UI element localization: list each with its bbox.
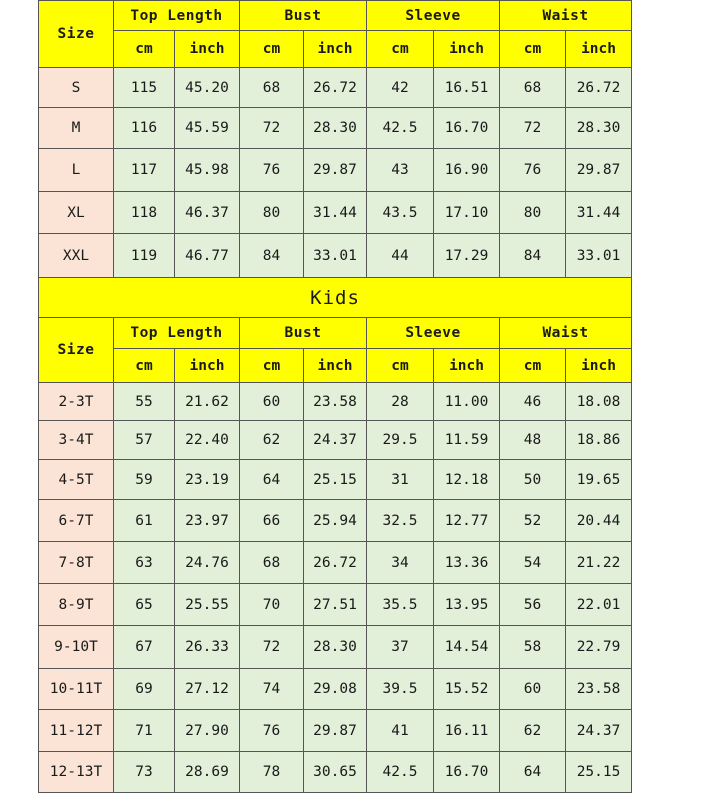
value-cell: 29.5 — [367, 421, 434, 460]
size-label: 10-11T — [39, 669, 114, 710]
value-cell: 29.87 — [566, 149, 632, 192]
value-cell: 72 — [500, 108, 566, 149]
value-cell: 27.51 — [304, 584, 367, 626]
value-cell: 28.30 — [304, 626, 367, 669]
value-cell: 117 — [114, 149, 175, 192]
value-cell: 84 — [500, 234, 566, 278]
value-cell: 56 — [500, 584, 566, 626]
size-label: 2-3T — [39, 383, 114, 421]
value-cell: 22.79 — [566, 626, 632, 669]
value-cell: 37 — [367, 626, 434, 669]
value-cell: 52 — [500, 500, 566, 542]
value-cell: 24.76 — [175, 542, 240, 584]
value-cell: 26.72 — [566, 68, 632, 108]
table-row — [39, 149, 632, 192]
value-cell: 76 — [240, 710, 304, 752]
value-cell: 80 — [240, 192, 304, 234]
sleeve-header: Sleeve — [367, 1, 500, 31]
value-cell: 116 — [114, 108, 175, 149]
size-label: XXL — [39, 234, 114, 278]
value-cell: 64 — [240, 460, 304, 500]
table-row — [39, 669, 632, 710]
value-cell: 22.40 — [175, 421, 240, 460]
value-cell: 26.33 — [175, 626, 240, 669]
table-row — [39, 542, 632, 584]
value-cell: 25.55 — [175, 584, 240, 626]
value-cell: 73 — [114, 752, 175, 793]
value-cell: 21.62 — [175, 383, 240, 421]
value-cell: 84 — [240, 234, 304, 278]
value-cell: 42 — [367, 68, 434, 108]
value-cell: 71 — [114, 710, 175, 752]
unit-header: cm — [367, 31, 434, 68]
value-cell: 76 — [240, 149, 304, 192]
value-cell: 42.5 — [367, 752, 434, 793]
value-cell: 12.18 — [434, 460, 500, 500]
unit-header: inch — [175, 349, 240, 383]
size-chart-table — [38, 0, 632, 793]
value-cell: 64 — [500, 752, 566, 793]
value-cell: 17.29 — [434, 234, 500, 278]
value-cell: 18.08 — [566, 383, 632, 421]
size-label: XL — [39, 192, 114, 234]
table-row — [39, 626, 632, 669]
value-cell: 62 — [500, 710, 566, 752]
unit-header: cm — [240, 31, 304, 68]
size-label: S — [39, 68, 114, 108]
size-header: Size — [39, 318, 114, 383]
value-cell: 70 — [240, 584, 304, 626]
value-cell: 25.94 — [304, 500, 367, 542]
size-label: 3-4T — [39, 421, 114, 460]
value-cell: 33.01 — [304, 234, 367, 278]
value-cell: 24.37 — [304, 421, 367, 460]
unit-header: cm — [500, 31, 566, 68]
value-cell: 69 — [114, 669, 175, 710]
value-cell: 16.70 — [434, 752, 500, 793]
value-cell: 22.01 — [566, 584, 632, 626]
value-cell: 21.22 — [566, 542, 632, 584]
unit-header: inch — [434, 349, 500, 383]
adult-section — [39, 1, 632, 278]
value-cell: 31.44 — [566, 192, 632, 234]
value-cell: 45.59 — [175, 108, 240, 149]
value-cell: 67 — [114, 626, 175, 669]
unit-header: cm — [240, 349, 304, 383]
value-cell: 65 — [114, 584, 175, 626]
value-cell: 60 — [500, 669, 566, 710]
value-cell: 23.58 — [304, 383, 367, 421]
size-label: 12-13T — [39, 752, 114, 793]
kids-section — [39, 278, 632, 793]
unit-header: inch — [175, 31, 240, 68]
table-row — [39, 192, 632, 234]
unit-header: cm — [114, 349, 175, 383]
value-cell: 119 — [114, 234, 175, 278]
value-cell: 80 — [500, 192, 566, 234]
sleeve-header: Sleeve — [367, 318, 500, 349]
value-cell: 16.70 — [434, 108, 500, 149]
table-row — [39, 383, 632, 421]
value-cell: 30.65 — [304, 752, 367, 793]
value-cell: 20.44 — [566, 500, 632, 542]
value-cell: 43.5 — [367, 192, 434, 234]
table-row — [39, 500, 632, 542]
table-row — [39, 234, 632, 278]
unit-header: inch — [304, 349, 367, 383]
table-row — [39, 421, 632, 460]
value-cell: 26.72 — [304, 68, 367, 108]
value-cell: 23.58 — [566, 669, 632, 710]
value-cell: 33.01 — [566, 234, 632, 278]
size-label: 8-9T — [39, 584, 114, 626]
unit-header: inch — [304, 31, 367, 68]
value-cell: 28 — [367, 383, 434, 421]
value-cell: 14.54 — [434, 626, 500, 669]
value-cell: 31 — [367, 460, 434, 500]
value-cell: 59 — [114, 460, 175, 500]
waist-header: Waist — [500, 1, 632, 31]
size-label: 7-8T — [39, 542, 114, 584]
bust-header: Bust — [240, 318, 367, 349]
table-row — [39, 710, 632, 752]
value-cell: 55 — [114, 383, 175, 421]
value-cell: 34 — [367, 542, 434, 584]
value-cell: 19.65 — [566, 460, 632, 500]
value-cell: 54 — [500, 542, 566, 584]
size-label: 4-5T — [39, 460, 114, 500]
value-cell: 46 — [500, 383, 566, 421]
value-cell: 60 — [240, 383, 304, 421]
value-cell: 68 — [240, 68, 304, 108]
size-label: 11-12T — [39, 710, 114, 752]
value-cell: 31.44 — [304, 192, 367, 234]
value-cell: 18.86 — [566, 421, 632, 460]
value-cell: 25.15 — [566, 752, 632, 793]
value-cell: 68 — [240, 542, 304, 584]
value-cell: 27.90 — [175, 710, 240, 752]
top-length-header: Top Length — [114, 1, 240, 31]
value-cell: 32.5 — [367, 500, 434, 542]
value-cell: 58 — [500, 626, 566, 669]
table-row — [39, 752, 632, 793]
value-cell: 63 — [114, 542, 175, 584]
value-cell: 42.5 — [367, 108, 434, 149]
top-length-header: Top Length — [114, 318, 240, 349]
value-cell: 27.12 — [175, 669, 240, 710]
bust-header: Bust — [240, 1, 367, 31]
value-cell: 28.30 — [304, 108, 367, 149]
value-cell: 29.08 — [304, 669, 367, 710]
value-cell: 26.72 — [304, 542, 367, 584]
value-cell: 62 — [240, 421, 304, 460]
value-cell: 46.37 — [175, 192, 240, 234]
value-cell: 115 — [114, 68, 175, 108]
value-cell: 41 — [367, 710, 434, 752]
value-cell: 57 — [114, 421, 175, 460]
unit-header: inch — [566, 349, 632, 383]
value-cell: 72 — [240, 626, 304, 669]
value-cell: 78 — [240, 752, 304, 793]
value-cell: 66 — [240, 500, 304, 542]
size-label: 6-7T — [39, 500, 114, 542]
value-cell: 13.36 — [434, 542, 500, 584]
value-cell: 13.95 — [434, 584, 500, 626]
value-cell: 12.77 — [434, 500, 500, 542]
value-cell: 11.00 — [434, 383, 500, 421]
value-cell: 45.98 — [175, 149, 240, 192]
value-cell: 45.20 — [175, 68, 240, 108]
value-cell: 61 — [114, 500, 175, 542]
value-cell: 48 — [500, 421, 566, 460]
value-cell: 16.51 — [434, 68, 500, 108]
table-row — [39, 68, 632, 108]
table-row — [39, 584, 632, 626]
value-cell: 68 — [500, 68, 566, 108]
unit-header: cm — [114, 31, 175, 68]
value-cell: 28.69 — [175, 752, 240, 793]
value-cell: 16.11 — [434, 710, 500, 752]
value-cell: 28.30 — [566, 108, 632, 149]
waist-header: Waist — [500, 318, 632, 349]
table-row — [39, 108, 632, 149]
size-label: 9-10T — [39, 626, 114, 669]
value-cell: 29.87 — [304, 710, 367, 752]
value-cell: 118 — [114, 192, 175, 234]
unit-header: inch — [434, 31, 500, 68]
value-cell: 24.37 — [566, 710, 632, 752]
value-cell: 11.59 — [434, 421, 500, 460]
value-cell: 46.77 — [175, 234, 240, 278]
value-cell: 74 — [240, 669, 304, 710]
unit-header: cm — [500, 349, 566, 383]
kids-title: Kids — [39, 278, 632, 318]
value-cell: 15.52 — [434, 669, 500, 710]
value-cell: 50 — [500, 460, 566, 500]
value-cell: 16.90 — [434, 149, 500, 192]
value-cell: 25.15 — [304, 460, 367, 500]
size-label: L — [39, 149, 114, 192]
table-row — [39, 460, 632, 500]
value-cell: 29.87 — [304, 149, 367, 192]
value-cell: 35.5 — [367, 584, 434, 626]
value-cell: 44 — [367, 234, 434, 278]
unit-header: cm — [367, 349, 434, 383]
size-header: Size — [39, 1, 114, 68]
value-cell: 17.10 — [434, 192, 500, 234]
value-cell: 76 — [500, 149, 566, 192]
value-cell: 23.19 — [175, 460, 240, 500]
value-cell: 72 — [240, 108, 304, 149]
value-cell: 23.97 — [175, 500, 240, 542]
value-cell: 43 — [367, 149, 434, 192]
unit-header: inch — [566, 31, 632, 68]
size-label: M — [39, 108, 114, 149]
value-cell: 39.5 — [367, 669, 434, 710]
